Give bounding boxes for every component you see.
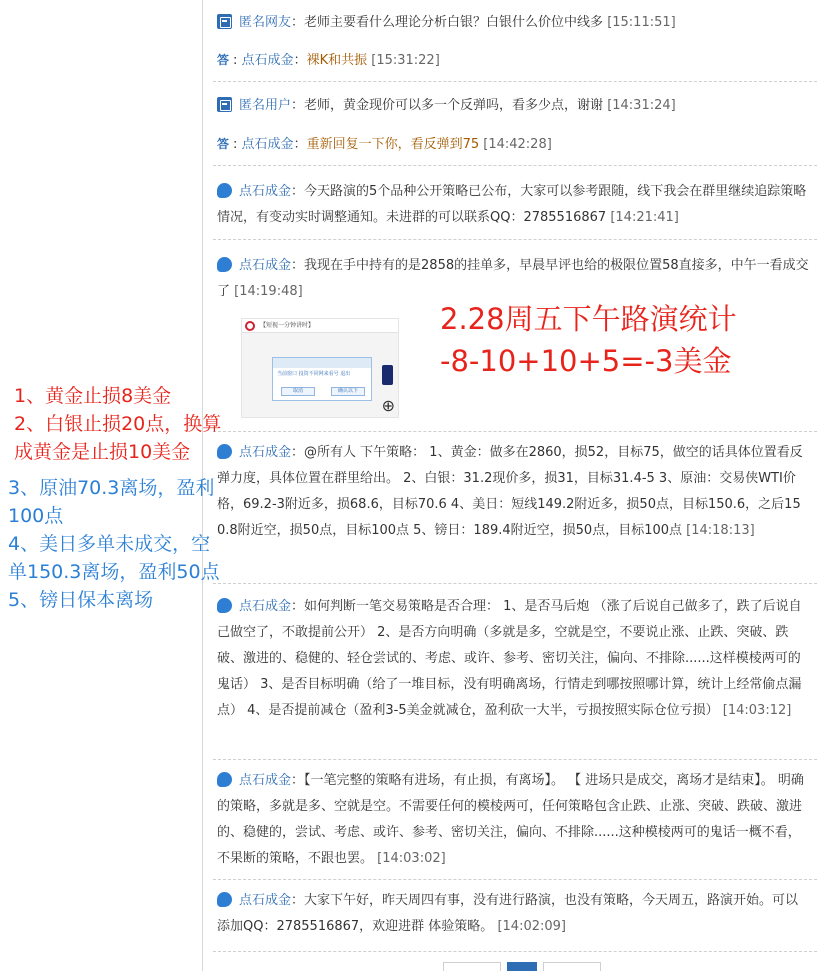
chat-bubble-icon [217,257,232,272]
broadcast-item: 点石成金：大家下午好，昨天周四有事，没有进行路演，也没有策略，今天周五，路演开始。可以添加QQ：2785516867，欢迎进群 体验策略。 [14:02:09] [213,882,817,952]
screenshot-thumbnail[interactable]: 【短视一分钟讲时】 当前窗口 投资不同网来看号 退出 取消 确认以下 ⊕ [241,318,399,418]
chat-bubble-icon [217,444,232,459]
pagination-current[interactable] [507,962,537,971]
chat-bubble-icon [217,892,232,907]
timestamp: [14:18:13] [686,523,755,538]
note-red-line: 2、白银止损20点，换算 [14,413,222,435]
answer-text: 重新回复一下你，看反弹到75 [306,137,480,152]
chat-bubble-icon [217,183,232,198]
broadcast-user[interactable]: 点石成金 [239,184,292,199]
note-blue-line: 5、镑日保本离场 [8,589,154,611]
broadcast-text: 如何判断一笔交易策略是否合理： 1、是否马后炮 （涨了后说自己做多了，跌了后说自己做空了，不敢提前公开） 2、是否方向明确（多就是多，空就是空，不要说止涨、止跌、突破、跌破、激进的、稳健的、轻仓尝试的、考虑、或许、参考、密切关注，偏向、不排除......这样模棱两可的鬼话） 3、是否目标明确（给了一堆目标，没有明确离场，行情走到哪按照哪计算，统计上经常偷点漏点） 4、是否提前减仓（盈利3-5美金就减仓，盈利砍一大半，亏损按照实际仓位亏损） [217,599,802,718]
overlay-title: 2.28周五下午路演统计 [440,302,737,336]
timestamp: [14:03:12] [722,703,792,718]
broadcast-text: @所有人 下午策略： 1、黄金：做多在2860，损52，目标75，做空的话具体位置看反弹力度，具体位置在群里给出。 2、白银：31.2现价多，损31，目标31.4-5 3、原油：交易侠WTI价格，69.2-3附近多，损68.6，目标70.6 4、美日：短线149.2附近多，损50点，目标150.6，之后150.8附近空，损50点，目标100点 5、镑日：189.4附近空，损50点，目标100点 [217,445,803,538]
note-blue-line: 4、美日多单未成交，空 [8,533,211,555]
chat-bubble-icon [217,772,232,787]
note-red-line: 1、黄金止损8美金 [14,385,172,407]
timestamp: [14:19:48] [234,284,303,299]
qa-item: 匿名网友：老师主要看什么理论分析白银？白银什么价位中线多 [15:11:51] 答 : 点石成金：裸K和共振 [15:31:22] [213,0,817,82]
broadcast-user[interactable]: 点石成金 [239,893,292,908]
question-user[interactable]: 匿名用户 [239,98,292,113]
broadcast-text: 大家下午好，昨天周四有事，没有进行路演，也没有策略，今天周五，路演开始。可以添加QQ：2785516867，欢迎进群 体验策略。 [217,893,799,934]
broadcast-user[interactable]: 点石成金 [239,773,292,788]
zoom-in-icon[interactable]: ⊕ [381,396,395,415]
broadcast-user[interactable]: 点石成金 [239,445,292,460]
thumbnail-dialog: 当前窗口 投资不同网来看号 退出 取消 确认以下 [272,357,372,401]
note-blue-line: 单150.3离场，盈利50点 [8,561,220,583]
pagination-prev[interactable] [443,962,501,971]
broadcast-item: 点石成金：@所有人 下午策略： 1、黄金：做多在2860，损52，目标75，做空的话具体位置看反弹力度，具体位置在群里给出。 2、白银：31.2现价多，损31，目标31.4-5 3、原油：交易侠WTI价格，69.2-3附近多，损68.6，目标70.6 4、美日：短线149.2附近多，损50点，目标150.6，之后150.8附近空，损50点，目标100点 5、镑日：189.4附近空，损50点，目标100点 [14:18:13] [213,434,817,584]
answer-user[interactable]: 点石成金 [241,53,294,68]
answer-text: 裸K和共振 [306,53,368,68]
question-icon [217,97,232,112]
timestamp: [15:31:22] [371,53,440,68]
note-red-line: 成黄金是止损10美金 [14,441,191,463]
qa-item: 匿名用户：老师，黄金现价可以多一个反弹吗，看多少点，谢谢 [14:31:24] 答 : 点石成金：重新回复一下你，看反弹到75 [14:42:28] [213,84,817,166]
timestamp: [14:03:02] [377,851,446,866]
pagination-next[interactable] [543,962,601,971]
live-feed [202,0,828,971]
timestamp: [14:31:24] [607,98,676,113]
phone-icon [382,365,393,385]
note-blue-line: 100点 [8,505,64,527]
answer-icon: 答 [217,137,230,151]
overlay-sum: -8-10+10+5=-3美金 [440,344,732,378]
question-text: 老师，黄金现价可以多一个反弹吗，看多少点，谢谢 [304,98,604,113]
answer-icon: 答 [217,53,230,67]
broadcast-text: 今天路演的5个品种公开策略已公布，大家可以参考跟随，线下我会在群里继续追踪策略情况，有变动实时调整通知。未进群的可以联系QQ：2785516867 [217,184,807,225]
question-text: 老师主要看什么理论分析白银？白银什么价位中线多 [304,15,604,30]
broadcast-user[interactable]: 点石成金 [239,258,292,273]
broadcast-item: 点石成金：今天路演的5个品种公开策略已公布，大家可以参考跟随，线下我会在群里继续追踪策略情况，有变动实时调整通知。未进群的可以联系QQ：2785516867 [14:21:41] [213,168,817,240]
timestamp: [15:11:51] [607,15,676,30]
chat-bubble-icon [217,598,232,613]
broadcast-item: 点石成金：我现在手中持有的是2858的挂单多，早晨早评也给的极限位置58直接多，中午一看成交了 [14:19:48] 【短视一分钟讲时】 当前窗口 投资不同网来看号 退出 取消 确认以下 ⊕ [213,242,817,432]
app-logo-icon [245,321,255,331]
question-user[interactable]: 匿名网友 [239,15,292,30]
broadcast-user[interactable]: 点石成金 [239,599,292,614]
question-icon [217,14,232,29]
timestamp: [14:42:28] [483,137,552,152]
broadcast-text: 我现在手中持有的是2858的挂单多，早晨早评也给的极限位置58直接多，中午一看成交了 [217,258,809,299]
broadcast-text: 【一笔完整的策略有进场，有止损，有离场】。 【 进场只是成交，离场才是结束】。 明确的策略，多就是多、空就是空。不需要任何的模棱两可，任何策略包含止跌、止涨、突破、跌破、激进的、稳健的，尝试、考虑、或许、参考、密切关注，偏向、不排除......这种模棱两可的鬼话一概不看，不果断的策略，不跟也罢。 [217,773,804,866]
note-blue-line: 3、原油70.3离场，盈利 [8,477,215,499]
timestamp: [14:02:09] [497,919,566,934]
broadcast-item: 点石成金：如何判断一笔交易策略是否合理： 1、是否马后炮 （涨了后说自己做多了，跌了后说自己做空了，不敢提前公开） 2、是否方向明确（多就是多，空就是空，不要说止涨、止跌、突破、跌破、激进的、稳健的、轻仓尝试的、考虑、或许、参考、密切关注，偏向、不排除......这样模棱两可的鬼话） 3、是否目标明确（给了一堆目标，没有明确离场，行情走到哪按照哪计算，统计上经常偷点漏点） 4、是否提前减仓（盈利3-5美金就减仓，盈利砍一大半，亏损按照实际仓位亏损） [14:03:12] [213,586,817,760]
broadcast-item: 点石成金：【一笔完整的策略有进场，有止损，有离场】。 【 进场只是成交，离场才是结束】。 明确的策略，多就是多、空就是空。不需要任何的模棱两可，任何策略包含止跌、止涨、突破、跌破、激进的、稳健的，尝试、考虑、或许、参考、密切关注，偏向、不排除......这种模棱两可的鬼话一概不看，不果断的策略，不跟也罢。 [14:03:02] [213,762,817,880]
timestamp: [14:21:41] [610,210,679,225]
answer-user[interactable]: 点石成金 [241,137,294,152]
